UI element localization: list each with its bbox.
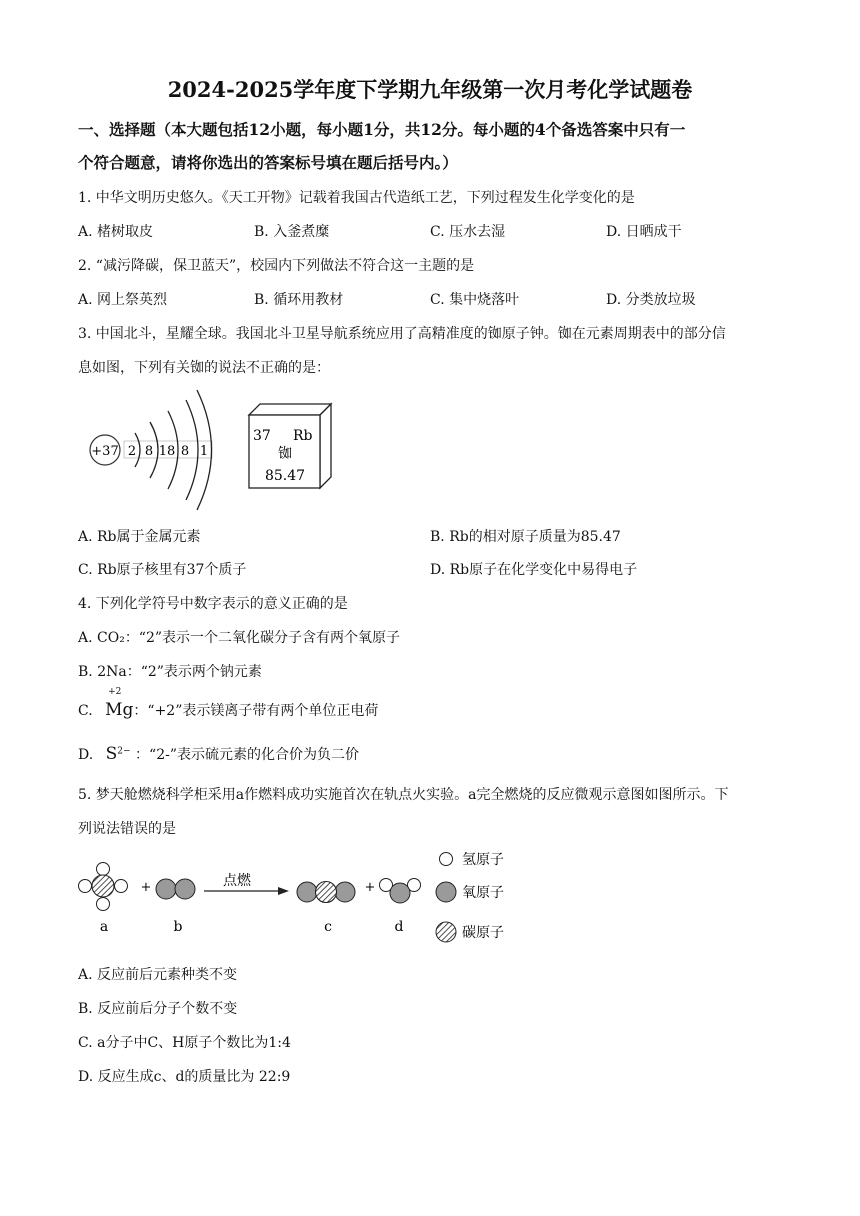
legend-carbon-label: 碳原子 <box>462 925 504 941</box>
q3-option-d: D. Rb原子在化学变化中易得电子 <box>430 562 638 578</box>
q4-option-d-text: ：“2-”表示硫元素的化合价为负二价 <box>135 747 359 763</box>
legend-oxygen-label: 氧原子 <box>462 885 504 901</box>
q4-option-d-label: D. <box>78 747 94 763</box>
legend-hydrogen-label: 氢原子 <box>462 852 504 868</box>
oxygen-atom <box>175 879 195 899</box>
hydrogen-atom <box>97 863 110 876</box>
carbon-atom <box>316 882 337 903</box>
hydrogen-atom <box>79 880 92 893</box>
shell-electrons-2: 8 <box>144 444 154 459</box>
q2-option-c: C. 集中烧落叶 <box>430 292 520 308</box>
atomic-structure-diagram <box>90 390 212 510</box>
plus-sign: + <box>140 880 152 895</box>
molecule-a <box>79 863 128 911</box>
label-d: d <box>394 919 404 935</box>
shell-electrons-5: 1 <box>199 444 209 459</box>
plus-sign: + <box>364 880 376 895</box>
magnesium-valence-sup: +2 <box>108 687 122 697</box>
element-symbol: Rb <box>293 428 313 444</box>
magnesium-symbol: Mg <box>105 700 134 720</box>
hydrogen-atom <box>115 880 128 893</box>
q1-option-c: C. 压水去湿 <box>430 224 506 240</box>
q4-option-b: B. 2Na：“2”表示两个钠元素 <box>78 664 262 680</box>
molecule-d <box>380 879 421 904</box>
q4-option-c <box>78 687 379 720</box>
q3-option-a: A. Rb属于金属元素 <box>78 529 201 545</box>
periodic-table-cell <box>249 404 331 488</box>
nucleus-charge: +37 <box>91 444 119 459</box>
oxygen-atom <box>335 882 355 902</box>
question-5-stem-line2: 列说法错误的是 <box>78 821 176 837</box>
q2-option-b: B. 循环用教材 <box>254 292 344 308</box>
section-heading-line2: 个符合题意，请将你选出的答案标号填在题后括号内。） <box>78 153 458 172</box>
legend-hydrogen-icon <box>440 853 453 866</box>
q2-option-a: A. 网上祭英烈 <box>78 292 168 308</box>
label-a: a <box>99 919 109 935</box>
sulfide-charge-sup: 2− <box>117 746 131 757</box>
shell-electrons-4: 8 <box>180 444 190 459</box>
oxygen-atom <box>297 882 317 902</box>
sulfide-symbol: S <box>105 744 118 764</box>
cell-top-face <box>249 404 331 415</box>
hydrogen-atom <box>97 898 110 911</box>
q1-option-a: A. 楮树取皮 <box>78 224 154 240</box>
q4-option-d <box>78 744 359 764</box>
cell-side-face <box>320 404 331 488</box>
question-1-stem: 1. 中华文明历史悠久。《天工开物》记载着我国古代造纸工艺，下列过程发生化学变化的是 <box>78 190 635 206</box>
q4-option-c-label: C. <box>78 703 93 719</box>
q4-option-c-text: ：“+2”表示镁离子带有两个单位正电荷 <box>133 703 379 719</box>
atom-legend <box>436 852 504 942</box>
q5-option-d: D. 反应生成c、d的质量比为 22:9 <box>78 1069 291 1085</box>
question-4-stem: 4. 下列化学符号中数字表示的意义正确的是 <box>78 596 348 612</box>
element-name: 铷 <box>278 446 292 462</box>
arrow-label-ignite: 点燃 <box>223 873 251 889</box>
q4-option-a: A. CO₂：“2”表示一个二氧化碳分子含有两个氧原子 <box>78 630 401 646</box>
reaction-micro-diagram <box>74 844 534 944</box>
legend-oxygen-icon <box>436 882 456 902</box>
shell-electrons-1: 2 <box>127 444 137 459</box>
reaction-arrow-head <box>278 887 289 895</box>
q5-option-c: C. a分子中C、H原子个数比为1:4 <box>78 1035 291 1051</box>
q5-option-b: B. 反应前后分子个数不变 <box>78 1001 238 1017</box>
q2-option-d: D. 分类放垃圾 <box>606 292 696 308</box>
oxygen-atom <box>390 883 410 903</box>
oxygen-atom <box>156 879 176 899</box>
label-b: b <box>173 919 183 935</box>
atomic-number: 37 <box>253 428 271 444</box>
atomic-mass: 85.47 <box>264 468 306 484</box>
carbon-atom <box>92 875 114 897</box>
q3-option-b: B. Rb的相对原子质量为85.47 <box>430 529 621 545</box>
page-title: 2024-2025学年度下学期九年级第一次月考化学试题卷 <box>167 77 693 102</box>
rubidium-figure <box>80 388 340 512</box>
molecule-b <box>156 879 195 899</box>
label-c: c <box>324 919 332 935</box>
question-2-stem: 2. “减污降碳，保卫蓝天”，校园内下列做法不符合这一主题的是 <box>78 258 475 274</box>
legend-carbon-icon <box>436 922 456 942</box>
q5-option-a: A. 反应前后元素种类不变 <box>78 967 238 983</box>
magnesium-valence-symbol <box>105 687 134 720</box>
question-3-stem-line2: 息如图，下列有关铷的说法不正确的是： <box>78 360 330 376</box>
q1-option-b: B. 入釜煮糜 <box>254 224 330 240</box>
molecule-c <box>297 882 355 903</box>
shell-electrons-3: 18 <box>158 444 176 459</box>
section-heading-line1: 一、选择题（本大题包括12小题，每小题1分，共12分。每小题的4个备选答案中只有一 <box>78 120 686 139</box>
q3-option-c: C. Rb原子核里有37个质子 <box>78 562 247 578</box>
q1-option-d: D. 日晒成干 <box>606 224 682 240</box>
question-3-stem-line1: 3. 中国北斗，星耀全球。我国北斗卫星导航系统应用了高精准度的铷原子钟。铷在元素周期表中的部分信 <box>78 326 726 342</box>
question-5-stem-line1: 5. 梦天舱燃烧科学柜采用a作燃料成功实施首次在轨点火实验。a完全燃烧的反应微观示意图如图所示。下 <box>78 787 729 803</box>
